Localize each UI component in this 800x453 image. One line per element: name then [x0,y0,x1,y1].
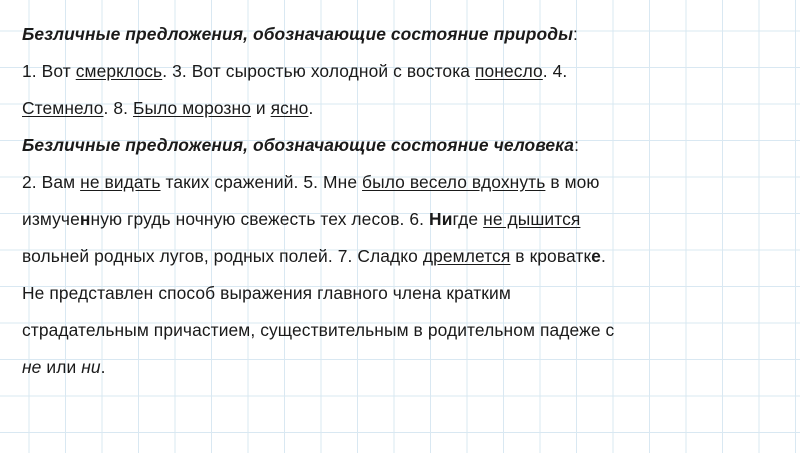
text-segment: таких сражений. 5. Мне [160,172,363,192]
closing-note-line-3 [22,349,778,386]
underlined-term: смерклось [75,61,163,81]
heading-human [22,127,778,164]
text-segment: в кроват [510,246,584,266]
underlined-term: дремлется [422,246,511,266]
text-segment: и [250,98,271,118]
underlined-term: ясно [270,98,309,118]
text-segment: вольней родных лугов, родных полей. 7. Сладко [22,246,423,266]
text-segment: 1. Вот [22,61,76,81]
text-segment: . [308,98,314,118]
heading-nature-colon: : [573,24,578,44]
nature-sentences-line-2 [22,90,778,127]
human-sentences-line-2 [22,201,778,238]
text-segment: 2. Вам [22,172,81,192]
underlined-term: не дышится [483,209,581,229]
text-segment: страдательным причастием, существительным в родительном падеже с [22,320,615,340]
document-content [22,16,778,386]
closing-note-line-1 [22,275,778,312]
bold-prefix: Ни [429,209,453,229]
underlined-term: не видать [80,172,161,192]
text-segment: . 3. Вот сыростью холодной с востока [162,61,476,81]
bold-letter: е [591,246,601,266]
bold-letter: н [79,209,91,229]
text-segment: или [41,357,82,377]
italic-particle-ni: ни [81,357,101,377]
text-segment: измуче [22,209,80,229]
underlined-term: было весело вдохнуть [362,172,546,192]
heading-nature-text: Безличные предложения, обозначающие состояние природы [22,24,574,44]
text-segment: в мою [545,172,600,192]
text-segment: . 4. [542,61,568,81]
human-sentences-line-3 [22,238,778,275]
text-segment: . 8. [103,98,133,118]
heading-human-text: Безличные предложения, обозначающие состояние человека [22,135,575,155]
italic-particle-ne: не [22,357,42,377]
text-segment: к [583,246,592,266]
text-segment: . [100,357,106,377]
closing-note-line-2 [22,312,778,349]
underlined-term: понесло [475,61,543,81]
heading-nature [22,16,778,53]
human-sentences-line-1 [22,164,778,201]
text-segment: ную грудь ночную свежесть тех лесов. 6. [90,209,430,229]
text-segment: где [452,209,484,229]
heading-human-colon: : [574,135,580,155]
underlined-term: Было морозно [132,98,251,118]
text-segment: . [600,246,606,266]
text-segment: Не представлен способ выражения главного члена кратким [22,283,511,303]
underlined-term: Стемнело [22,98,104,118]
nature-sentences-line-1 [22,53,778,90]
